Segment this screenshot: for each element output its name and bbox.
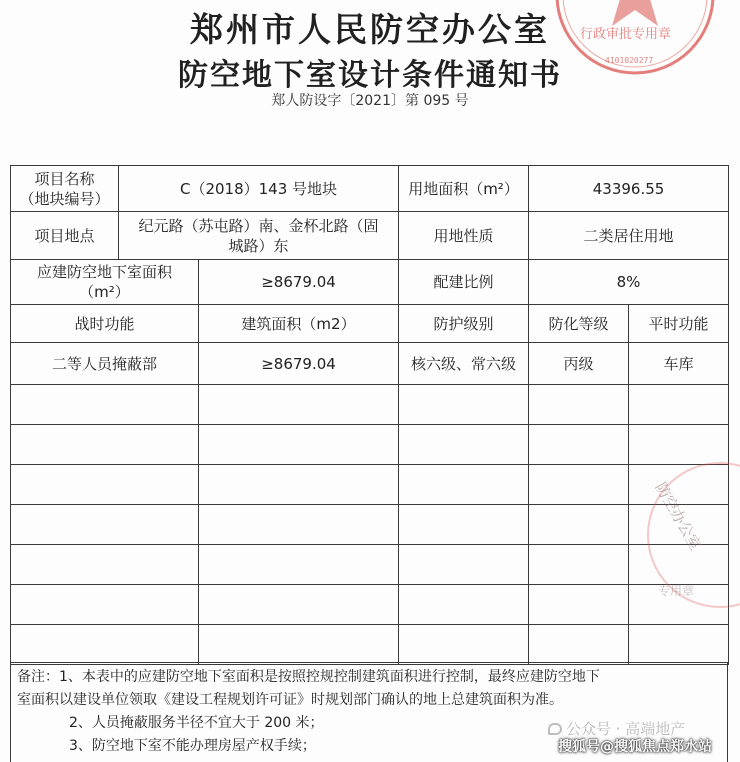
empty-cell — [11, 585, 199, 625]
empty-cell — [11, 385, 199, 425]
empty-cell — [399, 465, 529, 505]
empty-cell — [199, 505, 399, 545]
empty-cell — [11, 625, 199, 665]
empty-cell — [11, 505, 199, 545]
empty-cell — [399, 425, 529, 465]
table-cell: 二等人员掩蔽部 — [11, 343, 199, 385]
empty-cell — [629, 385, 729, 425]
empty-cell — [529, 585, 629, 625]
project-location-label: 项目地点 — [11, 212, 119, 260]
column-header: 防化等级 — [529, 305, 629, 343]
empty-cell — [529, 425, 629, 465]
remark-line: 3、防空地下室不能办理房屋产权手续； — [69, 738, 316, 754]
empty-cell — [399, 505, 529, 545]
remark-line: 室面积以建设单位领取《建设工程规划许可证》时规划部门确认的地上总建筑面积为准。 — [17, 692, 563, 708]
project-name-value: C（2018）143 号地块 — [119, 166, 399, 212]
land-use-label: 用地性质 — [399, 212, 529, 260]
land-use-value: 二类居住用地 — [529, 212, 729, 260]
table-cell: 车库 — [629, 343, 729, 385]
table-row — [11, 260, 729, 305]
project-location-value: 纪元路（苏屯路）南、金杯北路（固 城路）东 — [119, 212, 399, 260]
empty-cell — [529, 545, 629, 585]
document-title: 防空地下室设计条件通知书 — [178, 58, 562, 93]
wechat-icon — [548, 723, 562, 735]
column-header: 平时功能 — [629, 305, 729, 343]
empty-cell — [199, 425, 399, 465]
column-header: 建筑面积（m2） — [199, 305, 399, 343]
watermark-text: 公众号 · 高端地产 — [566, 720, 686, 738]
empty-cell — [399, 585, 529, 625]
empty-cell — [529, 625, 629, 665]
required-area-value: ≥8679.04 — [199, 260, 399, 305]
empty-cell — [11, 425, 199, 465]
table-cell: 丙级 — [529, 343, 629, 385]
empty-cell — [399, 545, 529, 585]
project-name-label: 项目名称 （地块编号） — [11, 166, 119, 212]
table-cell: ≥8679.04 — [199, 343, 399, 385]
ratio-value: 8% — [529, 260, 729, 305]
table-header-row — [11, 305, 729, 343]
empty-cell — [199, 585, 399, 625]
empty-cell — [399, 385, 529, 425]
column-header: 防护级别 — [399, 305, 529, 343]
seal-text: 防空办公室 — [651, 479, 705, 554]
document-number: 郑人防设字〔2021〕第 095 号 — [271, 93, 469, 109]
empty-cell — [199, 385, 399, 425]
empty-table-row — [11, 625, 729, 665]
source-tag: 搜狐号@搜狐焦点郑水站 — [558, 739, 712, 755]
table-row — [11, 166, 729, 212]
seal-digits: 4101020277 — [605, 56, 654, 65]
seal-star-icon — [598, 0, 672, 26]
empty-cell — [399, 625, 529, 665]
remark-line: 备注：1、本表中的应建防空地下室面积是按照控规控制建筑面积进行控制，最终应建防空地下 — [17, 669, 600, 685]
empty-cell — [529, 385, 629, 425]
empty-cell — [199, 545, 399, 585]
empty-cell — [629, 625, 729, 665]
empty-cell — [199, 625, 399, 665]
empty-cell — [199, 465, 399, 505]
remark-line: 2、人员掩蔽服务半径不宜大于 200 米； — [69, 715, 324, 731]
required-area-label: 应建防空地下室面积 （m²） — [11, 260, 199, 305]
empty-cell — [11, 545, 199, 585]
seal-text: 专用章 — [658, 584, 695, 598]
empty-cell — [11, 465, 199, 505]
land-area-label: 用地面积（m²） — [399, 166, 529, 212]
table-cell: 核六级、常六级 — [399, 343, 529, 385]
empty-cell — [529, 465, 629, 505]
empty-cell — [529, 505, 629, 545]
column-header: 战时功能 — [11, 305, 199, 343]
empty-table-row — [11, 385, 729, 425]
table-row — [11, 212, 729, 260]
official-seal-faint — [620, 455, 740, 615]
seal-text: 行政审批专用章 — [580, 27, 672, 42]
table-row — [11, 343, 729, 385]
official-seal-top — [540, 0, 720, 90]
land-area-value: 43396.55 — [529, 166, 729, 212]
org-title: 郑州市人民防空办公室 — [190, 10, 550, 49]
ratio-label: 配建比例 — [399, 260, 529, 305]
